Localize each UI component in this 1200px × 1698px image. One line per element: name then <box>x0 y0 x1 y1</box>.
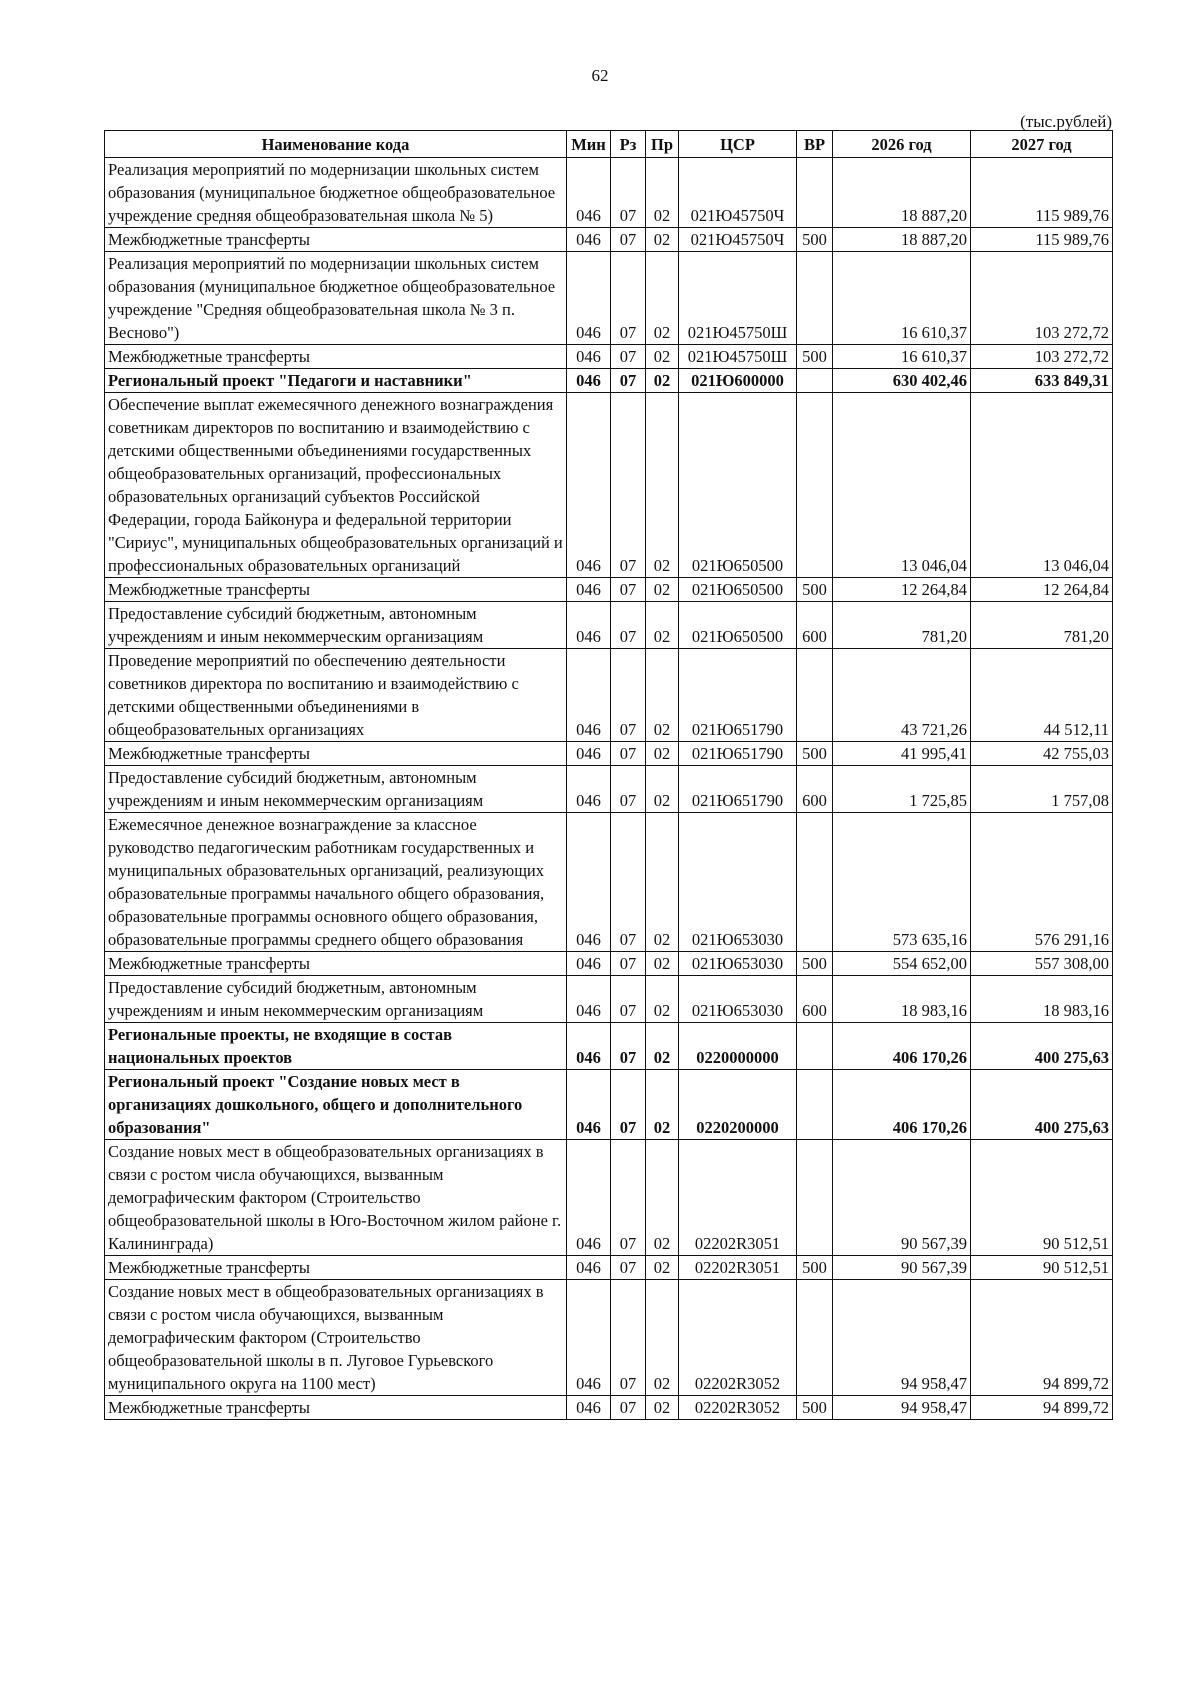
cell-2027: 781,20 <box>971 602 1113 649</box>
cell-min: 046 <box>567 1396 611 1420</box>
cell-vr: 500 <box>797 1256 833 1280</box>
table-row <box>105 649 1113 742</box>
table-row <box>105 1023 1113 1070</box>
cell-2027: 400 275,63 <box>971 1023 1113 1070</box>
cell-vr: 600 <box>797 766 833 813</box>
cell-2027: 400 275,63 <box>971 1070 1113 1140</box>
cell-pr: 02 <box>646 1023 679 1070</box>
cell-name: Создание новых мест в общеобразовательных организациях в связи с ростом числа обучающихся, вызванным демографическим фактором (Строительство общеобразовательной школы в Юго-Восточном жилом районе г. Калининграда) <box>105 1140 567 1256</box>
cell-csr: 021Ю653030 <box>679 813 797 952</box>
cell-min: 046 <box>567 252 611 345</box>
cell-2026: 18 983,16 <box>833 976 971 1023</box>
cell-pr: 02 <box>646 252 679 345</box>
cell-min: 046 <box>567 228 611 252</box>
cell-min: 046 <box>567 813 611 952</box>
cell-name: Реализация мероприятий по модернизации школьных систем образования (муниципальное бюджетное общеобразовательное учреждение средняя общеобразовательная школа № 5) <box>105 158 567 228</box>
cell-2026: 573 635,16 <box>833 813 971 952</box>
cell-name: Региональный проект "Создание новых мест в организациях дошкольного, общего и дополнительного образования" <box>105 1070 567 1140</box>
cell-vr: 500 <box>797 345 833 369</box>
cell-min: 046 <box>567 1280 611 1396</box>
cell-csr: 021Ю45750Ч <box>679 228 797 252</box>
cell-name: Межбюджетные трансферты <box>105 742 567 766</box>
cell-rz: 07 <box>611 649 646 742</box>
cell-name: Проведение мероприятий по обеспечению деятельности советников директора по воспитанию и взаимодействию с детскими общественными объединениями в общеобразовательных организациях <box>105 649 567 742</box>
budget-table <box>104 130 1113 1420</box>
cell-2026: 94 958,47 <box>833 1280 971 1396</box>
cell-2027: 103 272,72 <box>971 252 1113 345</box>
cell-2026: 406 170,26 <box>833 1070 971 1140</box>
cell-2026: 18 887,20 <box>833 228 971 252</box>
cell-2026: 12 264,84 <box>833 578 971 602</box>
cell-csr: 021Ю600000 <box>679 369 797 393</box>
cell-min: 046 <box>567 369 611 393</box>
table-row <box>105 1256 1113 1280</box>
table-row <box>105 578 1113 602</box>
cell-name: Ежемесячное денежное вознаграждение за классное руководство педагогическим работникам государственных и муниципальных образовательных организаций, реализующих образовательные программы начального общего образования, образовательные программы основного общего образования, образовательные программы среднего общего образования <box>105 813 567 952</box>
cell-csr: 021Ю45750Ш <box>679 252 797 345</box>
cell-name: Межбюджетные трансферты <box>105 1396 567 1420</box>
cell-name: Обеспечение выплат ежемесячного денежного вознаграждения советникам директоров по воспитанию и взаимодействию с детскими общественными объединениями государственных общеобразовательных организаций, профессиональных образовательных организаций субъектов Российской Федерации, города Байконура и федеральной территории "Сириус", муниципальных общеобразовательных организаций и профессиональных образовательных организаций <box>105 393 567 578</box>
cell-name: Региональный проект "Педагоги и наставники" <box>105 369 567 393</box>
cell-csr: 021Ю45750Ч <box>679 158 797 228</box>
cell-min: 046 <box>567 345 611 369</box>
cell-vr <box>797 1140 833 1256</box>
cell-rz: 07 <box>611 1256 646 1280</box>
cell-2027: 90 512,51 <box>971 1140 1113 1256</box>
cell-vr: 500 <box>797 742 833 766</box>
cell-2027: 94 899,72 <box>971 1280 1113 1396</box>
cell-vr <box>797 252 833 345</box>
cell-pr: 02 <box>646 393 679 578</box>
table-row <box>105 952 1113 976</box>
cell-2027: 103 272,72 <box>971 345 1113 369</box>
cell-min: 046 <box>567 952 611 976</box>
cell-vr <box>797 369 833 393</box>
cell-rz: 07 <box>611 578 646 602</box>
cell-vr: 600 <box>797 976 833 1023</box>
cell-rz: 07 <box>611 1140 646 1256</box>
cell-pr: 02 <box>646 1070 679 1140</box>
header-name: Наименование кода <box>105 131 567 158</box>
table-row <box>105 1140 1113 1256</box>
cell-min: 046 <box>567 649 611 742</box>
table-row <box>105 158 1113 228</box>
table-row <box>105 976 1113 1023</box>
cell-rz: 07 <box>611 158 646 228</box>
cell-2027: 90 512,51 <box>971 1256 1113 1280</box>
cell-csr: 02202R3051 <box>679 1256 797 1280</box>
cell-2026: 16 610,37 <box>833 252 971 345</box>
cell-csr: 0220200000 <box>679 1070 797 1140</box>
cell-min: 046 <box>567 158 611 228</box>
table-row <box>105 345 1113 369</box>
cell-pr: 02 <box>646 1396 679 1420</box>
table-row <box>105 228 1113 252</box>
cell-min: 046 <box>567 1023 611 1070</box>
cell-2026: 1 725,85 <box>833 766 971 813</box>
cell-2026: 90 567,39 <box>833 1140 971 1256</box>
header-rz: Рз <box>611 131 646 158</box>
cell-vr: 500 <box>797 1396 833 1420</box>
page-number: 62 <box>591 66 609 85</box>
cell-rz: 07 <box>611 369 646 393</box>
cell-pr: 02 <box>646 228 679 252</box>
cell-2026: 406 170,26 <box>833 1023 971 1070</box>
cell-2027: 94 899,72 <box>971 1396 1113 1420</box>
cell-pr: 02 <box>646 766 679 813</box>
cell-name: Предоставление субсидий бюджетным, автономным учреждениям и иным некоммерческим организациям <box>105 766 567 813</box>
cell-2027: 12 264,84 <box>971 578 1113 602</box>
header-min: Мин <box>567 131 611 158</box>
cell-name: Реализация мероприятий по модернизации школьных систем образования (муниципальное бюджетное общеобразовательное учреждение "Средняя общеобразовательная школа № 3 п. Весново") <box>105 252 567 345</box>
cell-name: Создание новых мест в общеобразовательных организациях в связи с ростом числа обучающихся, вызванным демографическим фактором (Строительство общеобразовательной школы в п. Луговое Гурьевского муниципального округа на 1100 мест) <box>105 1280 567 1396</box>
cell-csr: 021Ю651790 <box>679 766 797 813</box>
header-2027: 2027 год <box>971 131 1113 158</box>
cell-rz: 07 <box>611 252 646 345</box>
cell-pr: 02 <box>646 369 679 393</box>
cell-min: 046 <box>567 1070 611 1140</box>
cell-2027: 44 512,11 <box>971 649 1113 742</box>
cell-name: Межбюджетные трансферты <box>105 228 567 252</box>
cell-2027: 576 291,16 <box>971 813 1113 952</box>
cell-vr <box>797 158 833 228</box>
table-row <box>105 252 1113 345</box>
cell-pr: 02 <box>646 578 679 602</box>
cell-csr: 021Ю650500 <box>679 602 797 649</box>
cell-rz: 07 <box>611 742 646 766</box>
table-row <box>105 369 1113 393</box>
header-2026: 2026 год <box>833 131 971 158</box>
cell-2026: 90 567,39 <box>833 1256 971 1280</box>
cell-name: Межбюджетные трансферты <box>105 952 567 976</box>
cell-rz: 07 <box>611 345 646 369</box>
cell-pr: 02 <box>646 813 679 952</box>
cell-2027: 42 755,03 <box>971 742 1113 766</box>
cell-csr: 02202R3052 <box>679 1280 797 1396</box>
cell-vr: 500 <box>797 228 833 252</box>
cell-rz: 07 <box>611 813 646 952</box>
cell-csr: 021Ю653030 <box>679 976 797 1023</box>
header-csr: ЦСР <box>679 131 797 158</box>
table-row <box>105 393 1113 578</box>
cell-pr: 02 <box>646 1256 679 1280</box>
cell-pr: 02 <box>646 602 679 649</box>
cell-rz: 07 <box>611 393 646 578</box>
cell-2027: 633 849,31 <box>971 369 1113 393</box>
table-row <box>105 1070 1113 1140</box>
cell-min: 046 <box>567 976 611 1023</box>
cell-min: 046 <box>567 766 611 813</box>
cell-csr: 0220000000 <box>679 1023 797 1070</box>
cell-2026: 41 995,41 <box>833 742 971 766</box>
cell-2027: 557 308,00 <box>971 952 1113 976</box>
cell-2026: 43 721,26 <box>833 649 971 742</box>
cell-vr <box>797 1280 833 1396</box>
cell-min: 046 <box>567 1140 611 1256</box>
cell-2026: 16 610,37 <box>833 345 971 369</box>
cell-name: Межбюджетные трансферты <box>105 1256 567 1280</box>
header-vr: ВР <box>797 131 833 158</box>
table-row <box>105 766 1113 813</box>
cell-csr: 02202R3052 <box>679 1396 797 1420</box>
cell-2027: 1 757,08 <box>971 766 1113 813</box>
cell-csr: 021Ю651790 <box>679 742 797 766</box>
cell-pr: 02 <box>646 1140 679 1256</box>
cell-2027: 13 046,04 <box>971 393 1113 578</box>
cell-pr: 02 <box>646 158 679 228</box>
cell-pr: 02 <box>646 742 679 766</box>
cell-pr: 02 <box>646 1280 679 1396</box>
cell-vr <box>797 813 833 952</box>
table-row <box>105 813 1113 952</box>
cell-name: Региональные проекты, не входящие в состав национальных проектов <box>105 1023 567 1070</box>
table-row <box>105 742 1113 766</box>
cell-2027: 18 983,16 <box>971 976 1113 1023</box>
cell-vr: 500 <box>797 952 833 976</box>
cell-2027: 115 989,76 <box>971 228 1113 252</box>
cell-name: Межбюджетные трансферты <box>105 345 567 369</box>
cell-rz: 07 <box>611 952 646 976</box>
cell-min: 046 <box>567 742 611 766</box>
cell-2026: 554 652,00 <box>833 952 971 976</box>
cell-name: Предоставление субсидий бюджетным, автономным учреждениям и иным некоммерческим организациям <box>105 976 567 1023</box>
cell-csr: 021Ю650500 <box>679 578 797 602</box>
cell-vr: 500 <box>797 578 833 602</box>
cell-rz: 07 <box>611 602 646 649</box>
units-label: (тыс.рублей) <box>1020 112 1112 131</box>
cell-2027: 115 989,76 <box>971 158 1113 228</box>
cell-csr: 021Ю651790 <box>679 649 797 742</box>
cell-2026: 18 887,20 <box>833 158 971 228</box>
cell-2026: 13 046,04 <box>833 393 971 578</box>
table-row <box>105 602 1113 649</box>
cell-vr <box>797 393 833 578</box>
cell-csr: 021Ю650500 <box>679 393 797 578</box>
cell-min: 046 <box>567 393 611 578</box>
cell-rz: 07 <box>611 766 646 813</box>
cell-pr: 02 <box>646 345 679 369</box>
table-body <box>105 158 1113 1420</box>
cell-2026: 630 402,46 <box>833 369 971 393</box>
cell-rz: 07 <box>611 1023 646 1070</box>
cell-pr: 02 <box>646 976 679 1023</box>
cell-rz: 07 <box>611 976 646 1023</box>
cell-min: 046 <box>567 1256 611 1280</box>
table-row <box>105 1396 1113 1420</box>
header-pr: Пр <box>646 131 679 158</box>
cell-pr: 02 <box>646 649 679 742</box>
cell-2026: 94 958,47 <box>833 1396 971 1420</box>
cell-csr: 021Ю653030 <box>679 952 797 976</box>
cell-rz: 07 <box>611 1070 646 1140</box>
cell-name: Предоставление субсидий бюджетным, автономным учреждениям и иным некоммерческим организациям <box>105 602 567 649</box>
cell-vr: 600 <box>797 602 833 649</box>
table-header-row <box>105 131 1113 158</box>
cell-pr: 02 <box>646 952 679 976</box>
cell-2026: 781,20 <box>833 602 971 649</box>
cell-csr: 02202R3051 <box>679 1140 797 1256</box>
cell-rz: 07 <box>611 1280 646 1396</box>
cell-rz: 07 <box>611 228 646 252</box>
cell-vr <box>797 1070 833 1140</box>
table-row <box>105 1280 1113 1396</box>
cell-csr: 021Ю45750Ш <box>679 345 797 369</box>
cell-name: Межбюджетные трансферты <box>105 578 567 602</box>
cell-vr <box>797 649 833 742</box>
cell-min: 046 <box>567 578 611 602</box>
cell-min: 046 <box>567 602 611 649</box>
cell-vr <box>797 1023 833 1070</box>
cell-rz: 07 <box>611 1396 646 1420</box>
